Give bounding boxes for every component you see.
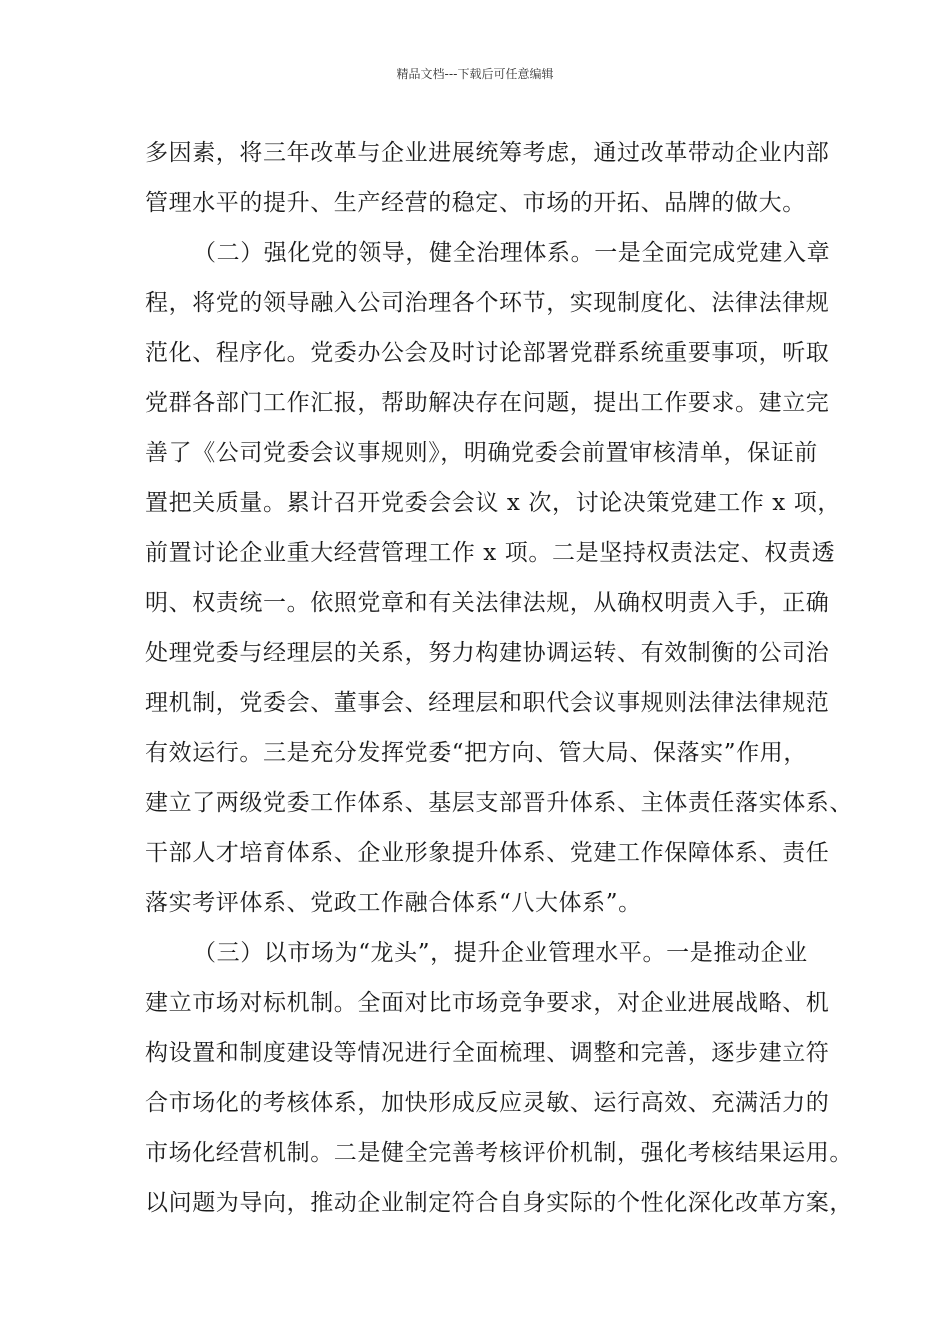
section-heading-line: （二）强化党的领导，健全治理体系。一是全面完成党建入章 [193, 240, 831, 266]
text-line: 落实考评体系、党政工作融合体系“八大体系”。 [145, 890, 642, 916]
text-line: 有效运行。三是充分发挥党委“把方向、管大局、保落实”作用， [145, 740, 807, 766]
section-heading-line: （三）以市场为“龙头”，提升企业管理水平。一是推动企业 [193, 940, 808, 966]
text-line: 理机制，党委会、董事会、经理层和职代会议事规则法律法律规范 [145, 690, 830, 716]
text-line: 干部人才培育体系、企业形象提升体系、党建工作保障体系、责任 [145, 840, 830, 866]
text-line: 构设置和制度建设等情况进行全面梳理、调整和完善，逐步建立符 [145, 1040, 830, 1066]
text-line: 建立了两级党委工作体系、基层支部晋升体系、主体责任落实体系、 [145, 790, 853, 816]
text-line: 党群各部门工作汇报，帮助解决存在问题，提出工作要求。建立完 [145, 390, 830, 416]
text-line: 善了《公司党委会议事规则》，明确党委会前置审核清单，保证前 [145, 440, 818, 466]
text-line: 多因素，将三年改革与企业进展统筹考虑，通过改革带动企业内部 [145, 140, 830, 166]
document-body [145, 128, 853, 1228]
text-line: 明、权责统一。依照党章和有关法律法规，从确权明责入手，正确 [145, 590, 830, 616]
text-line: 合市场化的考核体系，加快形成反应灵敏、运行高效、充满活力的 [145, 1090, 830, 1116]
text-line: 范化、程序化。党委办公会及时讨论部署党群系统重要事项，听取 [145, 340, 830, 366]
text-line: 建立市场对标机制。全面对比市场竞争要求，对企业进展战略、机 [145, 990, 830, 1016]
text-line: 市场化经营机制。二是健全完善考核评价机制，强化考核结果运用。 [145, 1140, 853, 1166]
text-line: 前置讨论企业重大经营管理工作 x 项。二是坚持权责法定、权责透 [145, 540, 836, 566]
text-line: 处理党委与经理层的关系，努力构建协调运转、有效制衡的公司治 [145, 640, 830, 666]
text-line: 管理水平的提升、生产经营的稳定、市场的开拓、品牌的做大。 [145, 190, 806, 216]
text-line: 置把关质量。累计召开党委会会议 x 次，讨论决策党建工作 x 项， [145, 490, 841, 516]
page-header: 精品文档---下载后可任意编辑 [396, 67, 554, 81]
text-line: 以问题为导向，推动企业制定符合自身实际的个性化深化改革方案， [145, 1190, 853, 1216]
text-line: 程，将党的领导融入公司治理各个环节，实现制度化、法律法律规 [145, 290, 830, 316]
